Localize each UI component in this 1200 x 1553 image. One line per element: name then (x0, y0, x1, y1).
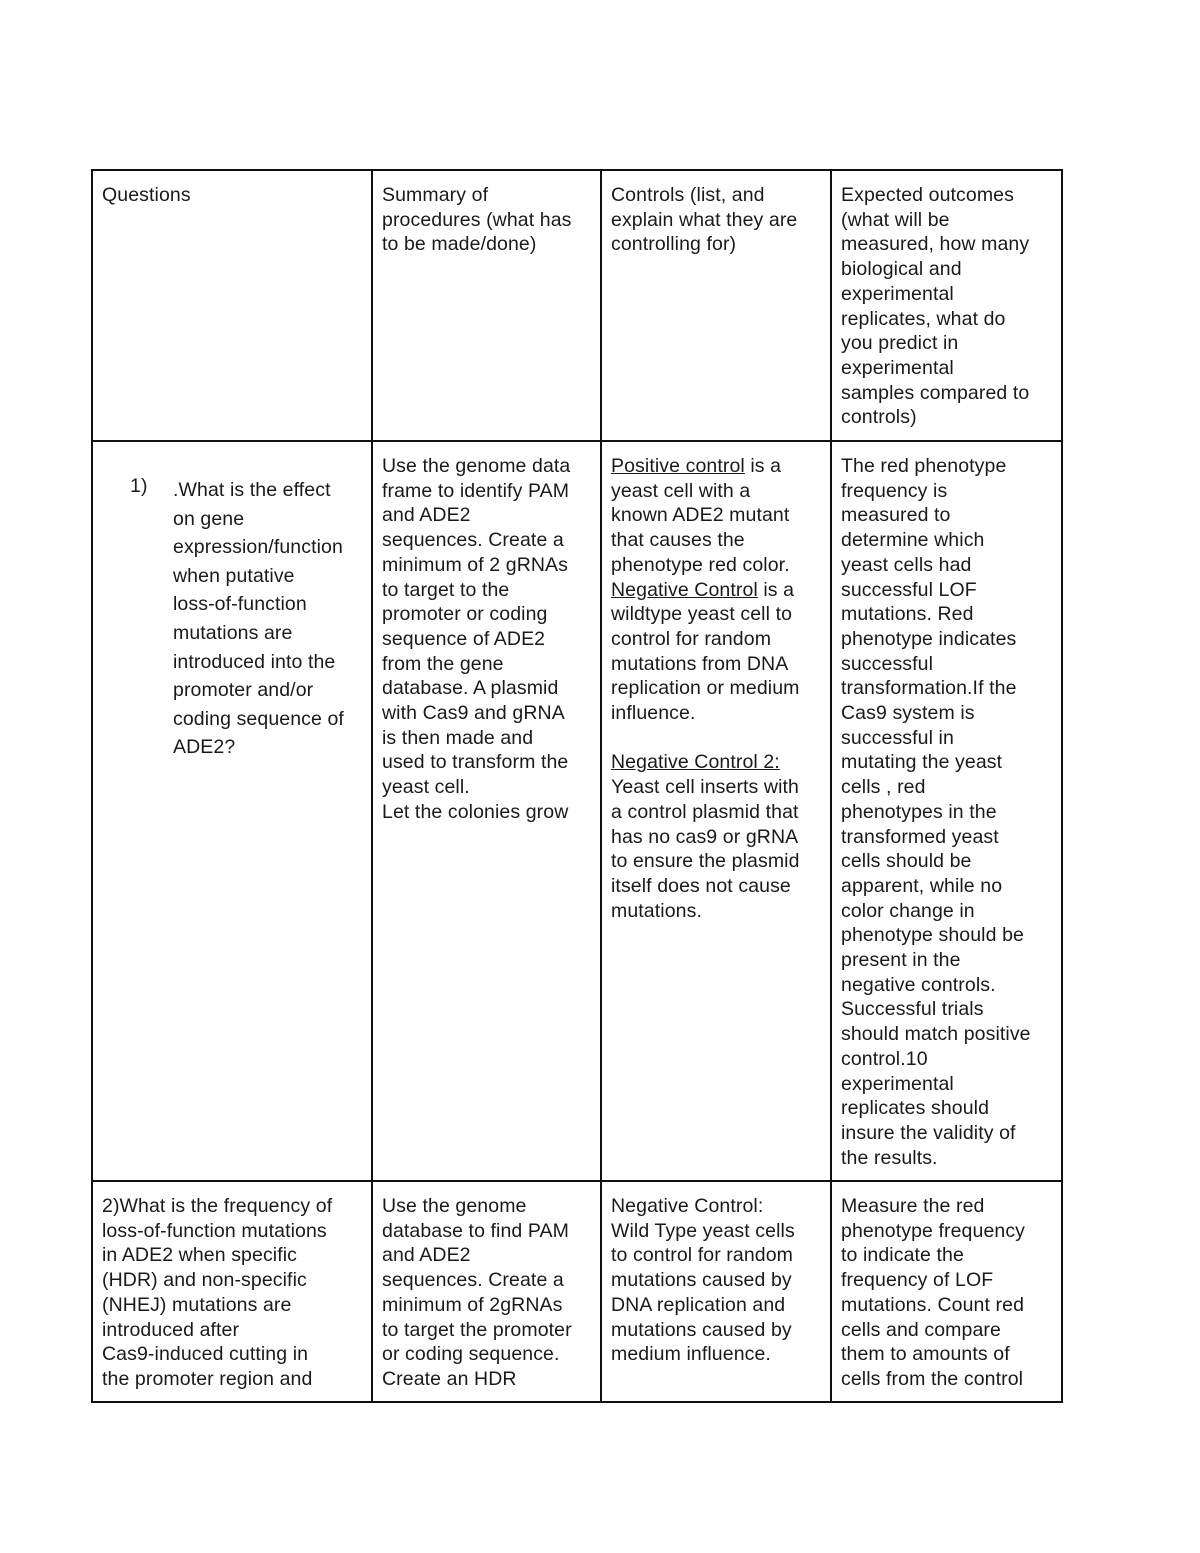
text-line: Measure the red (841, 1195, 985, 1217)
text-line: Successful trials (841, 998, 984, 1021)
text-line: Cas9 system is (841, 702, 975, 725)
text-line: from the gene (382, 652, 504, 675)
text-line: promoter and/or (173, 679, 314, 702)
text-line: explain what they are (611, 208, 798, 231)
experiment-table (91, 169, 1063, 1403)
text-line: DNA replication and (611, 1293, 786, 1316)
negative-control-text (611, 602, 821, 726)
text-line: ADE2? (173, 736, 236, 759)
text-line: a control plasmid that (611, 800, 799, 823)
text-line: control.10 (841, 1047, 928, 1070)
text-line: negative controls. (841, 973, 996, 996)
text-line: the results. (841, 1146, 938, 1169)
positive-control-suffix: is a (744, 455, 782, 477)
text-line: measured, how many (841, 233, 1030, 256)
text-line: sequences. Create a (382, 1269, 564, 1292)
text-line: wildtype yeast cell to (611, 603, 793, 626)
text-line: replicates should (841, 1097, 990, 1120)
text-line: loss-of-function (173, 593, 307, 616)
text-line: cells , red (841, 776, 926, 799)
header-outcomes (831, 170, 1062, 441)
text-line: successful in (841, 726, 954, 749)
row1-question-cell (92, 441, 372, 1181)
text-line: Use the genome data (382, 455, 571, 477)
text-line: Yeast cell inserts with (611, 776, 799, 799)
table-row (92, 441, 1062, 1181)
text-line: (NHEJ) mutations are (102, 1293, 292, 1316)
text-line: medium influence. (611, 1343, 771, 1366)
text-line: database to find PAM (382, 1219, 570, 1242)
text-line: (what will be (841, 208, 950, 231)
text-line: Let the colonies grow (382, 800, 569, 823)
text-line: experimental (841, 282, 954, 305)
header-questions (92, 170, 372, 441)
text-line: to indicate the (841, 1244, 964, 1267)
row2-outcomes (831, 1181, 1062, 1402)
positive-control-heading (611, 454, 821, 479)
row1-outcomes (831, 441, 1062, 1181)
text-line: .What is the effect (173, 479, 331, 501)
text-line: database. A plasmid (382, 677, 559, 700)
text-line: samples compared to (841, 381, 1030, 404)
text-line: mutations. (611, 899, 702, 922)
positive-control-label: Positive control (611, 455, 745, 477)
text-line: successful (841, 652, 934, 675)
text-line: or coding sequence. (382, 1343, 560, 1366)
text-line: mutating the yeast (841, 751, 1003, 774)
text-line: introduced into the (173, 650, 336, 673)
text-line: controlling for) (611, 233, 737, 256)
question-number: 1) (130, 475, 148, 497)
text-line: yeast cell with a (611, 479, 751, 502)
text-line: expression/function (173, 536, 343, 559)
text-line: sequence of ADE2 (382, 627, 546, 650)
negative-control-heading (611, 578, 821, 603)
text-line: is then made and (382, 726, 534, 749)
negative-control-label: Negative Control (611, 578, 758, 601)
text-line: with Cas9 and gRNA (382, 702, 565, 725)
row2-summary (372, 1181, 601, 1402)
text-line: determine which (841, 529, 985, 552)
text-line: that causes the (611, 529, 745, 552)
text-line: present in the (841, 949, 961, 972)
text-line: controls) (841, 406, 917, 429)
text-line: minimum of 2 gRNAs (382, 553, 569, 576)
text-line: replicates, what do (841, 307, 1006, 330)
text-line: (HDR) and non-specific (102, 1269, 307, 1292)
positive-control-text (611, 479, 821, 578)
text-line: mutations are (173, 621, 293, 644)
text-line: frequency of LOF (841, 1269, 994, 1292)
header-controls (601, 170, 831, 441)
text-line: and ADE2 (382, 1244, 471, 1267)
text-line: frame to identify PAM (382, 479, 570, 502)
text-line: cells should be (841, 850, 972, 873)
table-row (92, 1181, 1062, 1402)
text-line: mutations caused by (611, 1269, 792, 1292)
text-line: measured to (841, 504, 951, 527)
text-line: to control for random (611, 1244, 794, 1267)
text-line: Negative Control: (611, 1195, 764, 1217)
text-line: to be made/done) (382, 233, 537, 256)
row2-controls (601, 1181, 831, 1402)
text-line: insure the validity of (841, 1121, 1016, 1144)
text-line: cells and compare (841, 1318, 1001, 1341)
row1-question (173, 454, 362, 762)
text-line: mutations caused by (611, 1318, 792, 1341)
text-line: known ADE2 mutant (611, 504, 790, 527)
text-line: phenotype indicates (841, 627, 1017, 650)
text-line: to target the promoter (382, 1318, 572, 1341)
text-line: itself does not cause (611, 874, 791, 897)
text-line: minimum of 2gRNAs (382, 1293, 563, 1316)
text-line: Questions (102, 184, 191, 206)
spacer (611, 726, 821, 751)
text-line: yeast cell. (382, 776, 470, 799)
row1-controls (601, 441, 831, 1181)
text-line: Create an HDR (382, 1367, 517, 1390)
text-line: mutations. Red (841, 603, 974, 626)
text-line: should match positive (841, 1023, 1031, 1046)
text-line: influence. (611, 702, 696, 725)
negative-control-2-text (611, 775, 821, 923)
text-line: and ADE2 (382, 504, 471, 527)
text-line: replication or medium (611, 677, 800, 700)
text-line: on gene (173, 507, 245, 530)
text-line: Cas9-induced cutting in (102, 1343, 309, 1366)
text-line: Controls (list, and (611, 184, 765, 206)
text-line: transformation.If the (841, 677, 1017, 700)
text-line: loss-of-function mutations (102, 1219, 327, 1242)
text-line: when putative (173, 564, 295, 587)
text-line: apparent, while no (841, 874, 1003, 897)
text-line: experimental (841, 356, 954, 379)
row1-summary (372, 441, 601, 1181)
text-line: Use the genome (382, 1195, 527, 1217)
text-line: has no cas9 or gRNA (611, 825, 799, 848)
text-line: mutations. Count red (841, 1293, 1025, 1316)
text-line: promoter or coding (382, 603, 548, 626)
text-line: cells from the control (841, 1367, 1024, 1390)
text-line: coding sequence of (173, 707, 344, 730)
text-line: phenotype should be (841, 924, 1024, 947)
text-line: experimental (841, 1072, 954, 1095)
text-line: biological and (841, 258, 962, 281)
text-line: Summary of (382, 184, 489, 206)
text-line: the promoter region and (102, 1367, 313, 1390)
text-line: Expected outcomes (841, 184, 1014, 206)
text-line: phenotype frequency (841, 1219, 1026, 1242)
text-line: successful LOF (841, 578, 977, 601)
negative-control-2-label: Negative Control 2: (611, 751, 780, 774)
text-line: you predict in (841, 332, 959, 355)
text-line: transformed yeast (841, 825, 999, 848)
row2-question (92, 1181, 372, 1402)
text-line: 2)What is the frequency of (102, 1195, 333, 1217)
text-line: Wild Type yeast cells (611, 1219, 795, 1242)
text-line: procedures (what has (382, 208, 572, 231)
negative-control-suffix: is a (757, 578, 795, 601)
text-line: in ADE2 when specific (102, 1244, 298, 1267)
text-line: color change in (841, 899, 975, 922)
text-line: to ensure the plasmid (611, 850, 800, 873)
text-line: introduced after (102, 1318, 240, 1341)
text-line: mutations from DNA (611, 652, 789, 675)
text-line: control for random (611, 627, 772, 650)
text-line: yeast cells had (841, 553, 972, 576)
text-line: phenotypes in the (841, 800, 997, 823)
text-line: sequences. Create a (382, 529, 564, 552)
text-line: them to amounts of (841, 1343, 1010, 1366)
text-line: used to transform the (382, 751, 569, 774)
text-line: The red phenotype (841, 455, 1007, 477)
header-summary (372, 170, 601, 441)
table-header-row (92, 170, 1062, 441)
text-line: to target to the (382, 578, 510, 601)
text-line: frequency is (841, 479, 948, 502)
text-line: phenotype red color. (611, 553, 790, 576)
